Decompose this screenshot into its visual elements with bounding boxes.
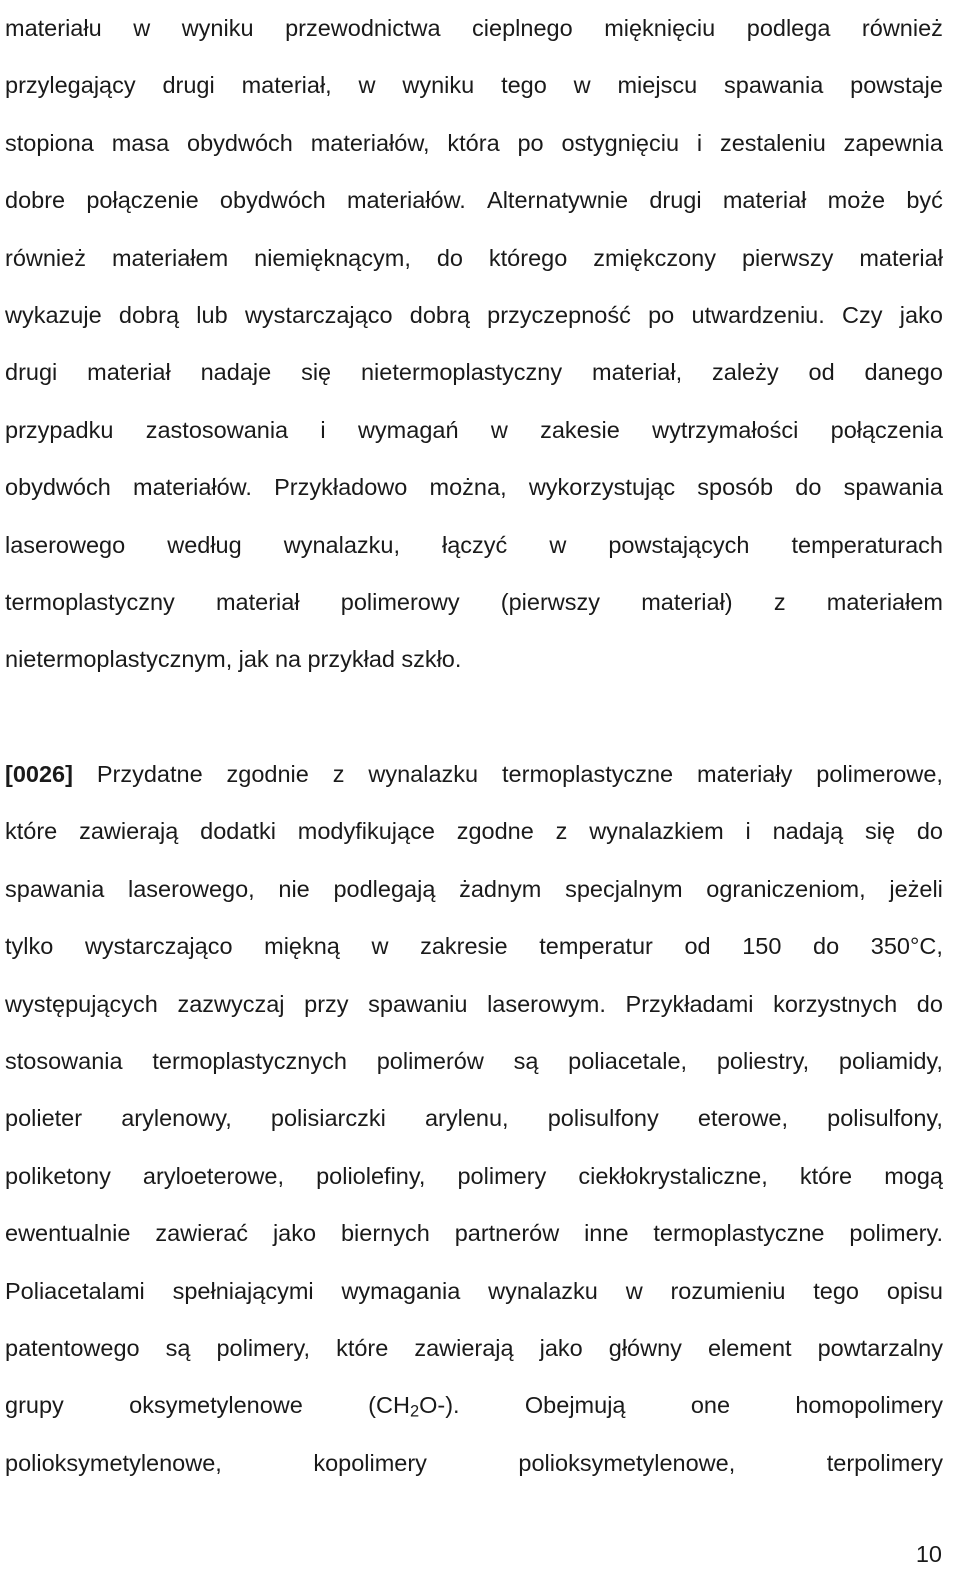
- word: grupy: [5, 1392, 64, 1419]
- word: Poliacetalami: [5, 1277, 145, 1304]
- word: element: [707, 1334, 792, 1361]
- word: przy: [304, 990, 349, 1017]
- word: materiał: [859, 244, 943, 271]
- word: zawierają: [79, 818, 179, 845]
- word: do: [813, 933, 840, 960]
- word: wyniku: [402, 72, 475, 99]
- word: powstających: [608, 531, 750, 558]
- word: obydwóch: [187, 129, 293, 156]
- word: w: [573, 72, 591, 99]
- word: do: [795, 474, 822, 501]
- word: i: [696, 129, 703, 156]
- word: (pierwszy: [500, 588, 601, 615]
- word: są: [513, 1048, 539, 1075]
- word: Alternatywnie: [487, 187, 629, 214]
- text-line: [5, 459, 943, 516]
- word: wymagania: [341, 1277, 461, 1304]
- word: polisulfony,: [827, 1105, 943, 1132]
- word: materiałów.: [133, 474, 252, 501]
- word: oksymetylenowe: [129, 1392, 303, 1419]
- word: po: [517, 129, 544, 156]
- word: korzystnych: [773, 990, 898, 1017]
- word: i: [320, 416, 326, 443]
- word: materiałem: [826, 588, 943, 615]
- word: wystarczająco: [84, 933, 233, 960]
- text-line: [5, 803, 943, 860]
- word: miejscu: [617, 72, 698, 99]
- word: zapewnia: [843, 129, 943, 156]
- word: polimery.: [849, 1220, 943, 1247]
- word: powstaje: [850, 72, 943, 99]
- paragraph-number: [0026]: [5, 761, 73, 788]
- text-line: [5, 57, 943, 114]
- word: wytrzymałości: [652, 416, 799, 443]
- word: polimery,: [216, 1334, 311, 1361]
- word: Przykładami: [625, 990, 754, 1017]
- word: i: [745, 818, 751, 845]
- word: cieplnego: [472, 15, 573, 41]
- text-line: [5, 976, 943, 1033]
- word: pierwszy: [741, 244, 834, 271]
- text-line: [5, 631, 943, 688]
- text-line: [5, 517, 943, 574]
- word: one: [690, 1392, 731, 1419]
- word: materiał,: [592, 359, 683, 386]
- word: inne: [584, 1220, 629, 1247]
- word: polieter: [5, 1105, 83, 1132]
- word: żadnym: [459, 875, 542, 902]
- word: zastosowania: [145, 416, 289, 443]
- word: do: [916, 818, 943, 845]
- word: zmiękczony: [593, 244, 717, 271]
- word: obydwóch: [219, 187, 326, 214]
- text-line: [5, 918, 943, 975]
- word: być: [906, 187, 943, 214]
- text-line: [5, 230, 943, 287]
- word: są: [165, 1334, 191, 1361]
- word: poliestry,: [716, 1048, 810, 1075]
- word: materiału: [5, 15, 102, 41]
- word: termoplastyczny: [5, 588, 175, 615]
- word: ostygnięciu: [561, 129, 680, 156]
- word: polisiarczki: [270, 1105, 386, 1132]
- word: obydwóch: [5, 474, 111, 501]
- text-line: [5, 1148, 943, 1205]
- paragraph-1: [5, 0, 943, 689]
- word: laserowego: [5, 531, 126, 558]
- word: według: [167, 531, 242, 558]
- text-line: [5, 1435, 943, 1492]
- formula-subscript: 2: [409, 1402, 420, 1421]
- word: mięknięciu: [604, 15, 716, 41]
- word: również: [861, 15, 943, 41]
- word: które: [5, 818, 58, 845]
- word: jako: [899, 301, 943, 328]
- text-line: [5, 115, 943, 172]
- word: materiał: [87, 359, 171, 386]
- word: wyniku: [181, 15, 254, 41]
- word: modyfikujące: [297, 818, 435, 845]
- word: stosowania: [5, 1048, 123, 1075]
- word: przykład: [307, 646, 395, 673]
- text-line: [5, 574, 943, 631]
- word: laserowym.: [487, 990, 606, 1017]
- word: przewodnictwa: [285, 15, 441, 41]
- word: 350°C,: [870, 933, 943, 960]
- word: terpolimery: [826, 1449, 943, 1476]
- word: drugi: [649, 187, 702, 214]
- word: w: [549, 531, 567, 558]
- word: 150: [742, 933, 782, 960]
- word: po: [648, 301, 675, 328]
- word: można,: [429, 474, 507, 501]
- word: utwardzeniu.: [691, 301, 825, 328]
- text-line: [5, 402, 943, 459]
- word: dobrą: [409, 301, 470, 328]
- text-line-first: [5, 746, 943, 803]
- word: polioksymetylenowe,: [518, 1449, 736, 1476]
- word: eterowe,: [697, 1105, 789, 1132]
- word: zazwyczaj: [177, 990, 285, 1017]
- word: podlega: [746, 15, 831, 41]
- word: spawania: [843, 474, 943, 501]
- word: polisulfony: [547, 1105, 659, 1132]
- word: tego: [813, 1277, 859, 1304]
- word: laserowego,: [127, 875, 255, 902]
- word: w: [625, 1277, 643, 1304]
- word: wykorzystując: [528, 474, 676, 501]
- word: może: [827, 187, 886, 214]
- word: ograniczeniom,: [706, 875, 866, 902]
- word: temperatur: [539, 933, 653, 960]
- word: partnerów: [454, 1220, 560, 1247]
- word: poliamidy,: [838, 1048, 943, 1075]
- word: polioksymetylenowe,: [5, 1449, 222, 1476]
- word: wynalazku: [488, 1277, 598, 1304]
- word: do: [916, 990, 943, 1017]
- word: przyczepność: [487, 301, 631, 328]
- word: w: [358, 72, 376, 99]
- word: jako: [539, 1334, 583, 1361]
- chemical-formula: $(CH_2O-)$.: [368, 1392, 460, 1421]
- word: masa: [111, 129, 170, 156]
- word: przypadku: [5, 416, 114, 443]
- word: materiałów,: [310, 129, 430, 156]
- word: się: [301, 359, 332, 386]
- word: jak: [238, 646, 269, 673]
- word: drugi: [162, 72, 215, 99]
- word: danego: [864, 359, 943, 386]
- word: się: [864, 818, 896, 845]
- word: spawania: [5, 875, 105, 902]
- word: poliketony: [5, 1162, 111, 1189]
- word: które: [336, 1334, 389, 1361]
- word: nadaje: [200, 359, 272, 386]
- word: Czy: [842, 301, 883, 328]
- word: arylenu,: [424, 1105, 509, 1132]
- text-line: [5, 1263, 943, 1320]
- word: dodatki: [200, 818, 276, 845]
- word: wystarczająco: [244, 301, 393, 328]
- word: tego: [501, 72, 547, 99]
- word: specjalnym: [565, 875, 683, 902]
- word: z: [773, 588, 786, 615]
- word: spełniającymi: [172, 1277, 314, 1304]
- word: występujących: [5, 990, 158, 1017]
- word: ciekłokrystaliczne,: [578, 1162, 768, 1189]
- word: tylko: [5, 933, 54, 960]
- word: w: [133, 15, 151, 41]
- text-line: [5, 861, 943, 918]
- word: również: [5, 244, 86, 271]
- formula-line: [5, 1377, 943, 1434]
- word: arylenowy,: [121, 1105, 232, 1132]
- text-line: [5, 0, 943, 57]
- word: szkło.: [401, 646, 462, 673]
- word: wynalazku,: [283, 531, 400, 558]
- word: w: [490, 416, 508, 443]
- word: poliacetale,: [568, 1048, 688, 1075]
- word: Przykładowo: [274, 474, 408, 501]
- word: polimerowe,: [816, 761, 943, 788]
- text-line: [5, 1320, 943, 1377]
- word: na: [274, 646, 302, 673]
- word: polimerów: [376, 1048, 484, 1075]
- word: zgodnie: [226, 761, 309, 788]
- word: główny: [608, 1334, 682, 1361]
- word: z: [332, 761, 345, 788]
- word: dobrą: [118, 301, 180, 328]
- word: homopolimery: [795, 1392, 943, 1419]
- word: stopiona: [5, 129, 94, 156]
- word: Obejmują: [524, 1392, 626, 1419]
- word: do: [436, 244, 463, 271]
- word: zgodne: [456, 818, 534, 845]
- word: nie: [278, 875, 310, 902]
- word: wynalazkiem: [589, 818, 724, 845]
- word: powtarzalny: [817, 1334, 943, 1361]
- word: zakesie: [540, 416, 620, 443]
- text-line: [5, 1033, 943, 1090]
- word: która: [447, 129, 500, 156]
- word: wynalazku: [368, 761, 479, 788]
- paragraph-gap: [5, 689, 943, 746]
- word: termoplastyczne: [502, 761, 674, 788]
- word: jako: [272, 1220, 317, 1247]
- word: połączenia: [830, 416, 943, 443]
- word: temperaturach: [791, 531, 943, 558]
- word: rozumieniu: [670, 1277, 786, 1304]
- word: miękną: [264, 933, 340, 960]
- word: materiały: [697, 761, 793, 788]
- word: kopolimery: [313, 1449, 427, 1476]
- word: podlegają: [333, 875, 436, 902]
- paragraph-2: [5, 746, 943, 1492]
- word: termoplastyczne: [653, 1220, 825, 1247]
- word: którego: [488, 244, 568, 271]
- word: zakresie: [420, 933, 508, 960]
- page-number: 10: [915, 1541, 942, 1567]
- word: od: [808, 359, 835, 386]
- word: nietermoplastyczny: [360, 359, 563, 386]
- word: poliolefiny,: [316, 1162, 426, 1189]
- word: wykazuje: [5, 301, 102, 328]
- text-line: [5, 172, 943, 229]
- word: dobre: [5, 187, 66, 214]
- word: zależy: [712, 359, 779, 386]
- text-line: [5, 287, 943, 344]
- word: aryloeterowe,: [142, 1162, 284, 1189]
- word: jeżeli: [889, 875, 943, 902]
- word: materiałem: [111, 244, 229, 271]
- text-line: [5, 1205, 943, 1262]
- text-line: [5, 1090, 943, 1147]
- document-page: [5, 0, 943, 1492]
- word: polimerowy: [340, 588, 460, 615]
- word: które: [799, 1162, 853, 1189]
- word: zawierają: [414, 1334, 514, 1361]
- word: polimery: [457, 1162, 547, 1189]
- word: termoplastycznych: [152, 1048, 347, 1075]
- word: biernych: [340, 1220, 430, 1247]
- word: materiał,: [241, 72, 332, 99]
- word: spawaniu: [368, 990, 468, 1017]
- word: zestaleniu: [719, 129, 826, 156]
- word: ewentualnie: [5, 1220, 131, 1247]
- text-line: [5, 344, 943, 401]
- word: materiałów.: [346, 187, 466, 214]
- word: przylegający: [5, 72, 136, 99]
- word: spawania: [724, 72, 824, 99]
- word: lub: [196, 301, 228, 328]
- word: z: [555, 818, 568, 845]
- word: drugi: [5, 359, 58, 386]
- word: materiał: [215, 588, 300, 615]
- word: Przydatne: [96, 761, 203, 788]
- word: nadają: [772, 818, 844, 845]
- word: materiał: [722, 187, 807, 214]
- word: wymagań: [357, 416, 459, 443]
- word: łączyć: [442, 531, 508, 558]
- word: w: [371, 933, 389, 960]
- word: patentowego: [5, 1334, 140, 1361]
- word: od: [684, 933, 711, 960]
- word: zawierać: [155, 1220, 249, 1247]
- word: materiał): [641, 588, 733, 615]
- word: nietermoplastycznym,: [5, 646, 233, 673]
- word: mogą: [884, 1162, 943, 1189]
- word: połączenie: [86, 187, 199, 214]
- word: opisu: [886, 1277, 943, 1304]
- word: sposób: [697, 474, 774, 501]
- word: niemięknącym,: [254, 244, 411, 271]
